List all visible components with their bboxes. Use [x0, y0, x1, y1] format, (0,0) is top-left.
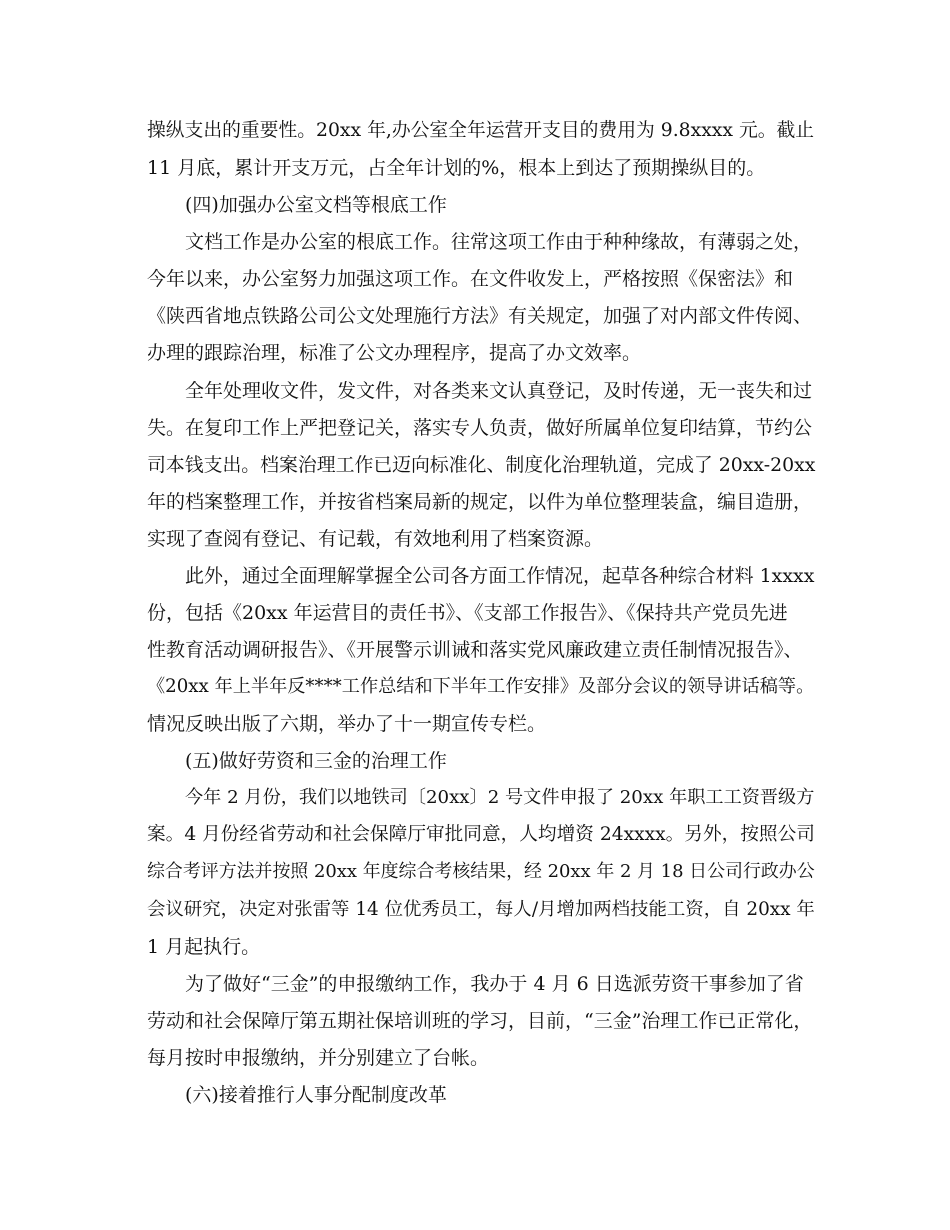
text-line: 1 月起执行。	[147, 936, 261, 958]
text-line: 《20xx 年上半年反****工作总结和下半年工作安排》及部分会议的领导讲话稿等。	[147, 676, 815, 697]
text-line: 失。在复印工作上严把登记关，落实专人负责，做好所属单位复印结算，节约公	[147, 417, 813, 439]
text-line: 全年处理收文件，发文件，对各类来文认真登记，及时传递，无一丧失和过	[185, 380, 813, 402]
text-line: 办理的跟踪治理，标准了公文办理程序，提高了办文效率。	[147, 342, 642, 364]
text-line: 司本钱支出。档案治理工作已迈向标准化、制度化治理轨道，完成了 20xx-20xx	[147, 454, 816, 476]
text-line: 劳动和社会保障厅第五期社保培训班的学习，目前，“三金”治理工作已正常化，	[147, 1010, 813, 1032]
text-line: 案。4 月份经省劳动和社会保障厅审批同意，人均增资 24xxxx。另外，按照公司	[147, 824, 815, 845]
text-line: 实现了查阅有登记、有记载，有效地利用了档案资源。	[147, 528, 604, 550]
text-line: 每月按时申报缴纳，并分别建立了台帐。	[147, 1047, 490, 1069]
text-line: 为了做好“三金”的申报缴纳工作，我办于 4 月 6 日选派劳资干事参加了省	[185, 973, 804, 995]
text-line: 文档工作是办公室的根底工作。往常这项工作由于种种缘故，有薄弱之处，	[185, 231, 813, 253]
text-line: 此外，通过全面理解掌握全公司各方面工作情况，起草各种综合材料 1xxxx	[185, 565, 815, 587]
text-line: 操纵支出的重要性。20xx 年,办公室全年运营开支目的费用为 9.8xxxx 元。截止	[147, 120, 815, 141]
text-line: 今年 2 月份，我们以地铁司〔20xx〕2 号文件申报了 20xx 年职工工资晋级方	[185, 787, 815, 808]
section-heading: (五)做好劳资和三金的治理工作	[185, 750, 447, 772]
text-line: 份，包括《20xx 年运营目的责任书》、《支部工作报告》、《保持共产党员先进	[147, 602, 788, 624]
text-line: 会议研究，决定对张雷等 14 位优秀员工，每人/月增加两档技能工资，自 20xx 年	[147, 899, 815, 920]
text-line: 性教育活动调研报告》、《开展警示训诫和落实党风廉政建立责任制情况报告》、	[147, 639, 803, 661]
section-heading: (四)加强办公室文档等根底工作	[185, 194, 447, 216]
section-heading: (六)接着推行人事分配制度改革	[185, 1084, 447, 1106]
text-line: 情况反映出版了六期，举办了十一期宣传专栏。	[147, 713, 547, 735]
text-line: 《陕西省地点铁路公司公文处理施行方法》有关规定，加强了对内部文件传阅、	[147, 305, 813, 327]
text-line: 今年以来，办公室努力加强这项工作。在文件收发上，严格按照《保密法》和	[147, 268, 794, 290]
text-line: 年的档案整理工作，并按省档案局新的规定，以件为单位整理装盒，编目造册，	[147, 491, 813, 513]
text-line: 11 月底，累计开支万元，占全年计划的%，根本上到达了预期操纵目的。	[147, 157, 766, 179]
text-line: 综合考评方法并按照 20xx 年度综合考核结果，经 20xx 年 2 月 18 日公司行政办公	[147, 861, 815, 882]
